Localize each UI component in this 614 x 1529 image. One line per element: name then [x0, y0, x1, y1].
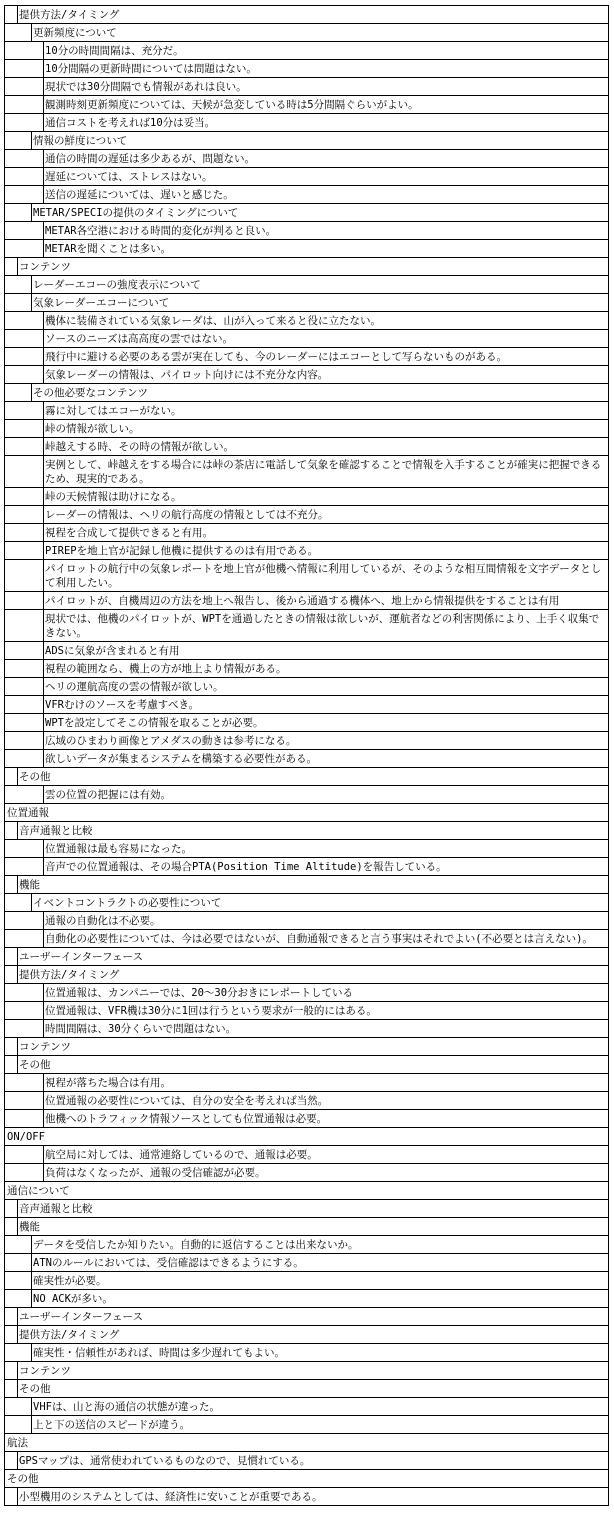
outline-row-text: 提供方法/タイミング: [19, 1329, 120, 1341]
cell-divider: [43, 312, 44, 330]
outline-row-text: 確実性・信頼性があれば、時間は多少遅れてもよい。: [33, 1347, 285, 1359]
cell-divider: [17, 948, 18, 966]
outline-row-text: レーダーエコーの強度表示について: [33, 279, 201, 291]
outline-row-text: VHFは、山と海の通信の状態が違った。: [33, 1401, 220, 1413]
outline-row-text: 負荷はなくなったが、通報の受信確認が必要。: [45, 1167, 266, 1179]
cell-divider: [43, 732, 44, 750]
outline-row: [5, 1074, 608, 1092]
outline-row-text: 峠越えする時、その時の情報が欲しい。: [45, 441, 234, 453]
outline-row-text: レーダーの情報は、ヘリの航行高度の情報としては不充分。: [45, 509, 329, 521]
outline-row: [5, 1182, 608, 1200]
outline-row: [5, 1272, 608, 1290]
cell-divider: [31, 276, 32, 294]
outline-row: [5, 1200, 608, 1218]
outline-row-text: 実例として、峠越えをする場合には峠の茶店に電話して気象を確認することで情報を入手することが確実に把握できるため、現実的である。: [45, 459, 602, 485]
outline-row: [5, 750, 608, 768]
cell-divider: [17, 1362, 18, 1380]
cell-divider: [43, 1002, 44, 1020]
cell-divider: [43, 1074, 44, 1092]
cell-divider: [43, 840, 44, 858]
outline-row: [5, 150, 608, 168]
outline-row: [5, 294, 608, 312]
cell-divider: [31, 1344, 32, 1362]
outline-row: [5, 542, 608, 560]
cell-divider: [43, 858, 44, 876]
outline-row: [5, 1470, 608, 1488]
outline-row-text: 提供方法/タイミング: [19, 969, 120, 981]
outline-row-text: 提供方法/タイミング: [19, 9, 120, 21]
cell-divider: [43, 610, 44, 642]
outline-row: [5, 1452, 608, 1470]
outline-row-text: 上と下の送信のスピードが違う。: [33, 1419, 191, 1431]
cell-divider: [17, 966, 18, 984]
outline-row-text: ON/OFF: [7, 1131, 45, 1143]
outline-row-text: 気象レーダーの情報は、パイロット向けには不充分な内容。: [45, 369, 329, 381]
cell-divider: [43, 488, 44, 506]
outline-row-text: NO ACKが多い。: [33, 1293, 113, 1305]
cell-divider: [43, 420, 44, 438]
outline-row-text: パイロットの航行中の気象レポートを地上官が他機へ情報に利用しているが、そのような相互間情報を文字データとして利用したい。: [45, 563, 602, 589]
outline-row: [5, 420, 608, 438]
outline-row: [5, 876, 608, 894]
outline-row: [5, 966, 608, 984]
cell-divider: [31, 1272, 32, 1290]
outline-row-text: 飛行中に避ける必要のある雲が実在しても、今のレーダーにはエコーとして写らないものがある。: [45, 351, 507, 363]
cell-divider: [43, 678, 44, 696]
outline-row: [5, 488, 608, 506]
outline-row: [5, 894, 608, 912]
outline-row-text: コンテンツ: [19, 1365, 71, 1377]
outline-row: [5, 1128, 608, 1146]
cell-divider: [43, 222, 44, 240]
outline-row: [5, 1434, 608, 1452]
outline-row: [5, 1146, 608, 1164]
outline-row: [5, 1362, 608, 1380]
outline-row-text: 遅延については、ストレスはない。: [45, 171, 213, 183]
outline-row-text: 自動化の必要性については、今は必要ではないが、自動通報できると言う事実はそれでよい(不必要とは言えない)。: [45, 933, 593, 945]
outline-row: [5, 348, 608, 366]
outline-row: [5, 1488, 608, 1506]
outline-row-text: 機能: [19, 1221, 40, 1233]
outline-row-text: その他: [7, 1473, 39, 1485]
cell-divider: [43, 592, 44, 610]
outline-row-text: 通信について: [7, 1185, 70, 1197]
outline-row-text: GPSマップは、通常使われているものなので、見慣れている。: [19, 1455, 311, 1467]
cell-divider: [17, 1056, 18, 1074]
outline-row: [5, 222, 608, 240]
cell-divider: [17, 768, 18, 786]
cell-divider: [31, 132, 32, 150]
outline-row: [5, 696, 608, 714]
cell-divider: [43, 1146, 44, 1164]
outline-row: [5, 930, 608, 948]
outline-row: [5, 1164, 608, 1182]
outline-row-text: その他必要なコンテンツ: [33, 387, 148, 399]
outline-row-text: 情報の鮮度について: [33, 135, 128, 147]
outline-row: [5, 912, 608, 930]
outline-row: [5, 506, 608, 524]
outline-row: [5, 42, 608, 60]
outline-row-text: データを受信したか知りたい。自動的に返信することは出来ないか。: [33, 1239, 359, 1251]
outline-row-text: 音声通報と比較: [19, 825, 93, 837]
outline-row-text: 音声での位置通報は、その場合PTA(Position Time Altitude)を報告している。: [45, 861, 447, 873]
outline-row: [5, 204, 608, 222]
outline-row: [5, 438, 608, 456]
outline-row: [5, 24, 608, 42]
outline-row-text: ADSに気象が含まれると有用: [45, 645, 180, 657]
outline-row: [5, 840, 608, 858]
cell-divider: [17, 1488, 18, 1506]
cell-divider: [31, 24, 32, 42]
outline-row: [5, 276, 608, 294]
cell-divider: [43, 438, 44, 456]
cell-divider: [43, 1110, 44, 1128]
outline-row: [5, 312, 608, 330]
cell-divider: [43, 186, 44, 204]
outline-row: [5, 114, 608, 132]
outline-row-text: 視程の範囲なら、機上の方が地上より情報がある。: [45, 663, 287, 675]
outline-row-text: 機能: [19, 879, 40, 891]
outline-row-text: 広域のひまわり画像とアメダスの動きは参考になる。: [45, 735, 297, 747]
outline-row-text: 更新頻度について: [33, 27, 117, 39]
cell-divider: [17, 1380, 18, 1398]
cell-divider: [17, 1038, 18, 1056]
outline-row-text: 位置通報: [7, 807, 49, 819]
cell-divider: [31, 1254, 32, 1272]
outline-row-text: METAR/SPECIの提供のタイミングについて: [33, 207, 239, 219]
outline-row-text: イベントコントラクトの必要性について: [33, 897, 222, 909]
outline-row: [5, 714, 608, 732]
outline-row: [5, 1290, 608, 1308]
outline-row-text: PIREPを地上官が記録し他機に提供するのは有用である。: [45, 545, 319, 557]
outline-row: [5, 660, 608, 678]
outline-row-text: 10分間隔の更新時間については問題はない。: [45, 63, 257, 75]
outline-row-text: 位置通報は、VFR機は30分に1回は行うという要求が一般的にはある。: [45, 1005, 377, 1017]
outline-row-text: 位置通報は最も容易になった。: [45, 843, 192, 855]
outline-row: [5, 1380, 608, 1398]
outline-row: [5, 732, 608, 750]
cell-divider: [43, 912, 44, 930]
cell-divider: [43, 1092, 44, 1110]
outline-row: [5, 1056, 608, 1074]
cell-divider: [43, 1164, 44, 1182]
outline-row-text: 他機へのトラフィック情報ソースとしても位置通報は必要。: [45, 1113, 328, 1125]
cell-divider: [43, 114, 44, 132]
outline-row: [5, 1110, 608, 1128]
outline-row-text: 位置通報の必要性については、自分の安全を考えれば当然。: [45, 1095, 329, 1107]
outline-row-text: ユーザーインターフェース: [19, 951, 144, 963]
outline-row-text: METAR各空港における時間的変化が判ると良い。: [45, 225, 277, 237]
cell-divider: [43, 542, 44, 560]
outline-row-text: 峠の情報が欲しい。: [45, 423, 140, 435]
outline-row-text: 欲しいデータが集まるシステムを構築する必要性がある。: [45, 753, 317, 765]
outline-row: [5, 1326, 608, 1344]
outline-row-text: 10分の時間間隔は、充分だ。: [45, 45, 184, 57]
outline-row-text: 現状では30分間隔でも情報があれは良い。: [45, 81, 247, 93]
cell-divider: [43, 60, 44, 78]
outline-row: [5, 592, 608, 610]
outline-row: [5, 1344, 608, 1362]
outline-row-text: 位置通報は、カンパニーでは、20～30分おきにレポートしている: [45, 987, 354, 999]
cell-divider: [43, 240, 44, 258]
outline-row-text: 霧に対してはエコーがない。: [45, 405, 182, 417]
outline-row-text: 視程が落ちた場合は有用。: [45, 1077, 171, 1089]
cell-divider: [17, 1452, 18, 1470]
cell-divider: [43, 456, 44, 488]
cell-divider: [43, 1020, 44, 1038]
outline-row: [5, 822, 608, 840]
outline-row-text: 航法: [7, 1437, 28, 1449]
outline-row-text: ソースのニーズは高高度の雲ではない。: [45, 333, 233, 345]
outline-row-text: 現状では、他機のパイロットが、WPTを通過したときの情報は欲しいが、運航者などの利害関係により、上手く収集できない。: [45, 613, 600, 639]
outline-row: [5, 1254, 608, 1272]
cell-divider: [43, 42, 44, 60]
outline-row-text: 音声通報と比較: [19, 1203, 93, 1215]
cell-divider: [31, 894, 32, 912]
outline-row-text: 時間間隔は、30分くらいで問題はない。: [45, 1023, 237, 1035]
outline-row: [5, 1002, 608, 1020]
outline-row-text: 通報の自動化は不必要。: [45, 915, 161, 927]
outline-row: [5, 642, 608, 660]
outline-row: [5, 6, 608, 24]
outline-row: [5, 524, 608, 542]
outline-row: [5, 1236, 608, 1254]
cell-divider: [31, 1290, 32, 1308]
outline-row-text: 通信の時間の遅延は多少あるが、問題ない。: [45, 153, 255, 165]
cell-divider: [17, 6, 18, 24]
outline-row: [5, 168, 608, 186]
outline-row: [5, 330, 608, 348]
outline-row-text: その他: [19, 1059, 51, 1071]
outline-row-text: 観測時刻更新頻度については、天候が急変している時は5分間隔ぐらいがよい。: [45, 99, 419, 111]
outline-row-text: 確実性が必要。: [33, 1275, 107, 1287]
cell-divider: [17, 1326, 18, 1344]
outline-row: [5, 96, 608, 114]
outline-row: [5, 1398, 608, 1416]
cell-divider: [43, 984, 44, 1002]
outline-row: [5, 804, 608, 822]
outline-row-text: METARを聞くことは多い。: [45, 243, 172, 255]
outline-row: [5, 240, 608, 258]
outline-row: [5, 366, 608, 384]
outline-row-text: その他: [19, 1383, 51, 1395]
outline-row-text: 視程を合成して提供できると有用。: [45, 527, 213, 539]
cell-divider: [43, 696, 44, 714]
cell-divider: [43, 750, 44, 768]
outline-row: [5, 984, 608, 1002]
cell-divider: [43, 402, 44, 420]
outline-row: [5, 78, 608, 96]
outline-row: [5, 560, 608, 592]
cell-divider: [17, 1200, 18, 1218]
cell-divider: [17, 1218, 18, 1236]
outline-row: [5, 402, 608, 420]
cell-divider: [43, 660, 44, 678]
cell-divider: [43, 96, 44, 114]
cell-divider: [31, 294, 32, 312]
cell-divider: [43, 78, 44, 96]
outline-row: [5, 186, 608, 204]
outline-row-text: 送信の遅延については、遅いと感じた。: [45, 189, 234, 201]
cell-divider: [17, 876, 18, 894]
outline-row-text: パイロットが、自機周辺の方法を地上へ報告し、後から通過する機体へ、地上から情報提供をすることは有用: [45, 595, 560, 607]
cell-divider: [43, 930, 44, 948]
cell-divider: [43, 560, 44, 592]
outline-row: [5, 1308, 608, 1326]
cell-divider: [31, 384, 32, 402]
cell-divider: [43, 150, 44, 168]
outline-row-text: 小型機用のシステムとしては、経済性に安いことが重要である。: [19, 1491, 323, 1503]
outline-table: [4, 5, 609, 1506]
cell-divider: [43, 714, 44, 732]
cell-divider: [31, 204, 32, 222]
outline-row-text: コンテンツ: [19, 261, 71, 273]
cell-divider: [31, 1398, 32, 1416]
outline-row: [5, 60, 608, 78]
cell-divider: [31, 1236, 32, 1254]
outline-row-text: 通信コストを考えれば10分は妥当。: [45, 117, 216, 129]
outline-row: [5, 384, 608, 402]
outline-row: [5, 1218, 608, 1236]
outline-row-text: コンテンツ: [19, 1041, 71, 1053]
cell-divider: [17, 822, 18, 840]
outline-row-text: 峠の天候情報は助けになる。: [45, 491, 182, 503]
outline-row-text: その他: [19, 771, 51, 783]
outline-row: [5, 1092, 608, 1110]
outline-row: [5, 456, 608, 488]
cell-divider: [17, 258, 18, 276]
outline-row: [5, 1038, 608, 1056]
outline-row-text: 航空局に対しては、通常連絡しているので、通報は必要。: [45, 1149, 318, 1161]
outline-row: [5, 258, 608, 276]
outline-row-text: ユーザーインターフェース: [19, 1311, 144, 1323]
outline-row: [5, 678, 608, 696]
outline-row: [5, 768, 608, 786]
cell-divider: [17, 1308, 18, 1326]
outline-row-text: 雲の位置の把握には有効。: [45, 789, 171, 801]
outline-row-text: 気象レーダーエコーについて: [33, 297, 170, 309]
cell-divider: [43, 524, 44, 542]
outline-row: [5, 1020, 608, 1038]
outline-row: [5, 948, 608, 966]
cell-divider: [31, 1416, 32, 1434]
outline-row: [5, 1416, 608, 1434]
cell-divider: [43, 642, 44, 660]
cell-divider: [43, 168, 44, 186]
outline-row-text: VFRむけのソースを考慮すべき。: [45, 699, 200, 711]
outline-row-text: 機体に装備されている気象レーダは、山が入って来ると役に立たない。: [45, 315, 381, 327]
outline-row: [5, 858, 608, 876]
outline-row: [5, 786, 608, 804]
outline-row-text: WPTを設定してそこの情報を取ることが必要。: [45, 717, 264, 729]
outline-row: [5, 132, 608, 150]
cell-divider: [43, 786, 44, 804]
outline-row-text: ATNのルールにおいては、受信確認はできるようにする。: [33, 1257, 304, 1269]
cell-divider: [43, 506, 44, 524]
outline-row-text: ヘリの運航高度の雲の情報が欲しい。: [45, 681, 224, 693]
cell-divider: [43, 330, 44, 348]
cell-divider: [43, 348, 44, 366]
cell-divider: [43, 366, 44, 384]
outline-row: [5, 610, 608, 642]
